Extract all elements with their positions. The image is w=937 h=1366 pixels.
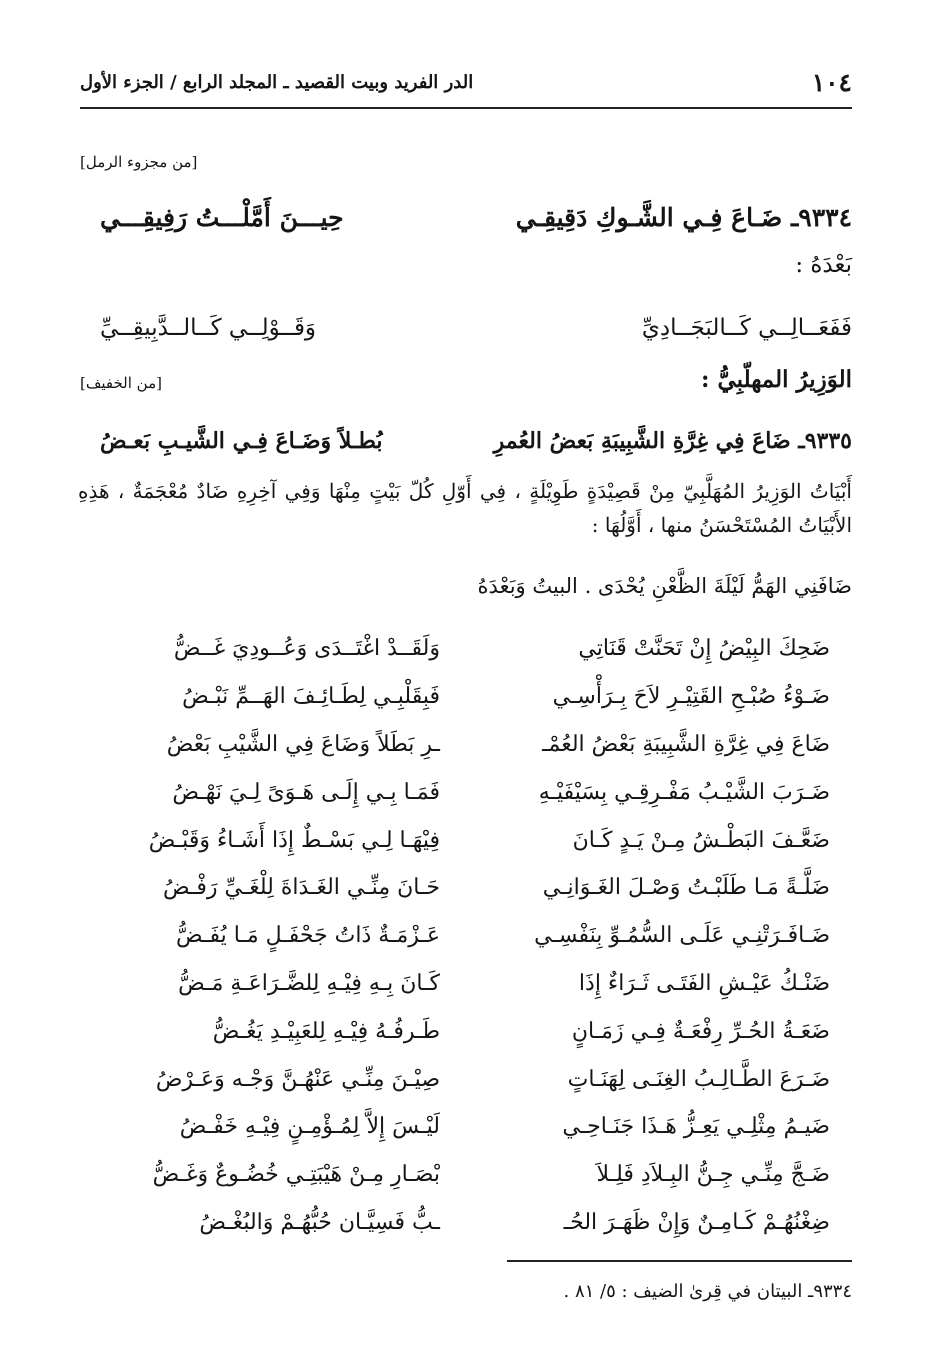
- verse-first-hemistich: ضَعَّـفَ البَطْـشُ مِـنْ يَـدٍ كَـانَ: [572, 827, 830, 853]
- poem-verse: [100, 1151, 830, 1199]
- verse-first-hemistich: ضَـرَبَ الشَّيْـبُ مَفْـرِقِـي بِسَيْفَيْـهِ: [538, 779, 830, 805]
- poem-verse: [100, 960, 830, 1008]
- poem-verse: [100, 721, 830, 769]
- poem-verse: [100, 625, 830, 673]
- verse-first-hemistich: ضَاعَ فِي غِرَّةِ الشَّبِيبَةِ بَعْضُ العُمْـ: [542, 731, 830, 757]
- verse-second-hemistich: حَـانَ مِنِّـي الغَـدَاةَ لِلْغَـيِّ رَفْـضُ: [162, 875, 440, 901]
- poem: [100, 625, 830, 1246]
- verse-second-hemistich: ـرِ بَطَلاً وَضَاعَ فِي الشَّيْبِ بَعْضُ: [166, 731, 440, 757]
- verse-second-hemistich: فِيْهَـا لِـي بَسْـطٌ إِذَا أَشَـاءُ وَقَبْـضُ: [148, 827, 440, 853]
- verse-second-hemistich: طَـرفُـهُ فِيْـهِ لِلعَبِيْـدِ يَغُـضُّ: [212, 1018, 440, 1044]
- verse-first-hemistich: ضَـرَعَ الطَّـالِـبُ الغِنَـى لِهَنَـاتٍ: [567, 1066, 830, 1092]
- meter-note: [من الخفيف]: [80, 374, 162, 392]
- verse-second-hemistich: صِيْـنَ مِنِّـي عَنْهُـنَّ وَجْـه وَعَـرْضُ: [155, 1066, 440, 1092]
- verse-second-hemistich: وَقَــوْلِــي كَــالــدَّبِيقِــيِّ: [100, 315, 317, 341]
- verse-first-hemistich: فَفَعَــالِــي كَــالبَجَــادِيِّ: [641, 315, 852, 341]
- poet-name: الوَزِيرُ المهلّبِيُّ :: [700, 366, 852, 393]
- poem-verse: [100, 1007, 830, 1055]
- after-label: بَعْدَهُ :: [795, 252, 852, 278]
- verse-second-hemistich: كَـانَ بِـهِ فِيْـهِ لِلضَّـرَاعَـةِ مَـضُّ: [178, 970, 440, 996]
- verse-first-hemistich: ضَلَّـةً مَـا طَلَبْـتُ وَصْـلَ الغَـوَانِـي: [542, 875, 830, 901]
- verse-first-hemistich: ٩٣٣٤ـ ضَـاعَ فِـي الشَّـوكِ دَقِيقِـي: [515, 202, 852, 232]
- poem-verse: [100, 768, 830, 816]
- verse-first-hemistich: ضَـافَـرَتْنِـي عَلَـى السُّمُـوِّ بِنَفْسِـي: [534, 923, 830, 949]
- poem-verse: [100, 673, 830, 721]
- verse-second-hemistich: لَيْـسَ إِلاَّ لِمُـؤْمِـنٍ فِيْـهِ خَفْـضُ: [179, 1114, 440, 1140]
- footnote: ٩٣٣٤ـ البيتان في قِرىٰ الضيف : ٥/ ٨١ .: [563, 1281, 852, 1302]
- poem-verse: [100, 816, 830, 864]
- verse-second-hemistich: فَمَـا بِـي إِلَـى هَـوَىً لِـيَ نَهْـضُ: [172, 779, 440, 805]
- verse-second-hemistich: بُطـلاً وَضَـاعَ فِـي الشَّيـبِ بَعـضُ: [100, 428, 383, 454]
- poem-verse: [100, 912, 830, 960]
- verse-second-hemistich: حِيـــنَ أَمَّلْـــتُ رَفِيقِـــي: [100, 202, 344, 232]
- poem-verse: [100, 1199, 830, 1247]
- running-title: الدر الفريد وبيت القصيد ـ المجلد الرابع / الجزء الأول: [80, 71, 474, 93]
- verse-second-hemistich: فَبِقَلْبِـي لِطَـائِـفَ الهَــمِّ نَبْـضُ: [182, 684, 440, 710]
- footnote-rule: [507, 1260, 852, 1262]
- verse-first-hemistich: ضَعَـةُ الحُـرِّ رِفْعَـةٌ فِـي زَمَـانٍ: [571, 1018, 830, 1044]
- verse-second-hemistich: ـبُّ فَسِيَّـان حُبُّهُـمْ وَالبُغْـضُ: [199, 1209, 440, 1235]
- verse-9334-continuation: [100, 306, 852, 350]
- page-number: ١٠٤: [811, 67, 852, 97]
- verse-second-hemistich: عَـزْمَـةٌ ذَاتُ جَحْفَـلٍ مَـا يُفَـضُّ: [176, 923, 440, 949]
- verse-first-hemistich: ضَـجَّ مِنِّـي جِـنُّ البِـلاَدِ فَلِـلاَ: [596, 1162, 830, 1188]
- verse-first-hemistich: ضَـوْءُ صُبْـحِ القَتِيْـرِ لاَحَ بِـرَأْسِـي: [552, 684, 830, 710]
- verse-second-hemistich: وَلَقَــدْ اغْتَــدَى وَعُــودِيَ غَــضُّ: [173, 636, 440, 662]
- verse-first-hemistich: ضَحِكَ البِيْضُ إِنْ تَحَنَّتْ قَنَاتِي: [578, 636, 830, 662]
- verse-first-hemistich: ٩٣٣٥ـ ضَاعَ فِي غِرَّةِ الشَّبِيبَةِ بَعضُ العُمرِ: [493, 428, 852, 454]
- meter-note: [من مجزوء الرمل]: [80, 153, 198, 171]
- opening-line: ضَافَنِي الهَمُّ لَيْلَةَ الظَّعْنِ يُحْدَى . البيتُ وَبَعْدَهُ: [477, 574, 852, 598]
- verse-second-hemistich: بْصَـارِ مِـنْ هَيْبَتِـي خُضُـوعٌ وَغَـضُّ: [152, 1162, 440, 1188]
- verse-first-hemistich: ضَنْـكُ عَيْـشِ الفَتَـى ثَـرَاءٌ إِذَا: [578, 970, 830, 996]
- verse-9334: [100, 196, 852, 238]
- poem-verse: [100, 1103, 830, 1151]
- commentary-paragraph: أَبْيَاتُ الوَزِيرُ المُهَلَّبِيّ مِنْ قَصِيْدَةٍ طَوِيْلَةٍ ، فِي أَوّلِ كُلّ بَيْتٍ مِنْهَا وَفِي آخِرِهِ ضَادٌ مُعْجَمَةٌ ، هَذِهِ الأَبْيَاتُ المُسْتَحْسَنُ منها ، أَوَّلُهَا :: [78, 479, 852, 537]
- running-header: [80, 62, 852, 102]
- verse-9335: [100, 420, 852, 462]
- verse-first-hemistich: ضِغْنُهُـمْ كَـامِـنٌ وَإِنْ ظَهَـرَ الحُـ: [563, 1209, 830, 1235]
- poem-verse: [100, 1055, 830, 1103]
- header-rule: [80, 107, 852, 109]
- verse-first-hemistich: ضَيـمُ مِثْلِـي يَعِـزُّ هَـذَا جَنَـاحِـي: [562, 1114, 830, 1140]
- poem-verse: [100, 864, 830, 912]
